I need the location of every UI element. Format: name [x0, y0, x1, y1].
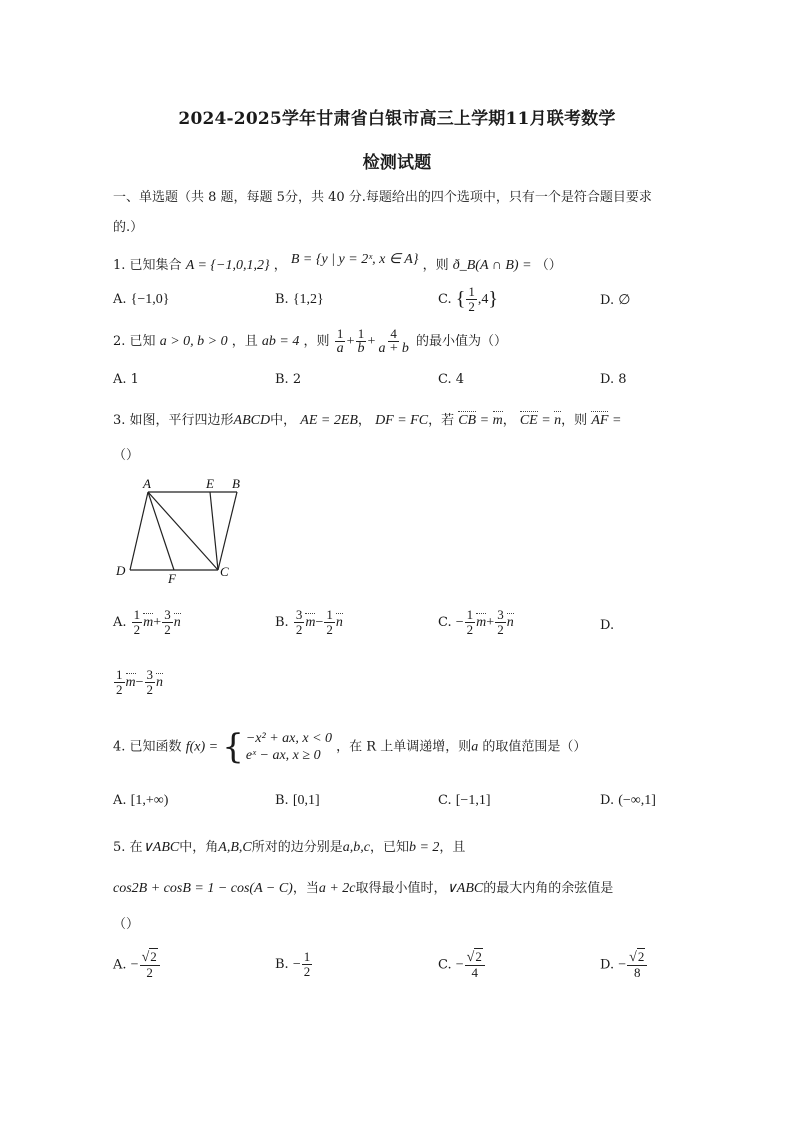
- q3-option-d[interactable]: $\frac{1}{2}$ m− $\frac{3}{2}$ n: [116, 667, 164, 697]
- vertex-F: F: [168, 571, 176, 586]
- q1-option-b-value: {1,2}: [292, 292, 324, 307]
- q4-option-c[interactable]: C. [−1,1]: [438, 793, 491, 808]
- question-3: 3. 如图，平行四边形ABCD中， AE = 2EB， DF = FC，若 CB = m， CE = n，则 AF =: [113, 413, 622, 428]
- q1-option-c[interactable]: C. { $\frac{1}{2}$ ,4}: [438, 284, 498, 314]
- q2-option-b[interactable]: B. 2: [275, 372, 302, 387]
- q5-option-d[interactable]: D. − $\frac{√2}{8}$: [600, 950, 648, 980]
- q2-condition-2: ab = 4: [261, 334, 300, 349]
- section-heading: 一、单选题（共 8 题，每题 5分，共 40 分.每题给出的四个选项中，只有一个是符合题目要求: [113, 190, 652, 205]
- q1-option-b[interactable]: B. {1,2}: [275, 292, 324, 307]
- q1-tail: ，则: [422, 258, 453, 273]
- q5-option-c[interactable]: C. − $\frac{√2}{4}$: [438, 950, 486, 980]
- question-1: 1. 已知集合 A = {−1,0,1,2} ， B = {y | y = 2ˣ, x ∈ A} ，则 ð_B(A ∩ B) = （）: [113, 252, 562, 273]
- q3-cond-1: AE = 2EB: [300, 413, 358, 428]
- q1-option-a-value: {−1,0}: [130, 292, 170, 307]
- q2-condition: a > 0, b > 0: [159, 334, 228, 349]
- q3-option-b[interactable]: B. $\frac{3}{2}$ m− $\frac{1}{2}$ n: [275, 607, 343, 637]
- q3-option-c[interactable]: C. − $\frac{1}{2}$ m+ $\frac{3}{2}$ n: [438, 607, 514, 637]
- exam-subtitle: 检测试题: [362, 153, 432, 173]
- q3-paren: （）: [113, 448, 140, 463]
- q5-option-b[interactable]: B. − $\frac{1}{2}$: [275, 949, 311, 979]
- q4-case-2: eˣ − ax, x ≥ 0: [245, 748, 321, 763]
- q1-set-a: A = {−1,0,1,2}: [185, 258, 270, 273]
- section-heading-cont: 的.）: [113, 220, 144, 235]
- q2-frac-1: $\frac{1}{a}$: [336, 326, 344, 356]
- q1-set-b: B = {y | y = 2ˣ, x ∈ A}: [290, 252, 419, 267]
- vertex-D: D: [116, 563, 126, 578]
- q2-frac-2: $\frac{1}{b}$: [357, 326, 365, 356]
- question-5: 5. 在∨ABC中，角A,B,C所对的边分别是a,b,c，已知b = 2，且: [113, 840, 466, 855]
- q1-prefix: 1. 已知集合: [113, 258, 182, 273]
- q3-cond-2: DF = FC: [375, 413, 429, 428]
- question-5-cont: cos2B + cosB = 1 − cos(A − C)，当a + 2c取得最小值时，∨ABC的最大内角的余弦值是: [113, 881, 614, 896]
- q5-paren: （）: [113, 917, 140, 932]
- q3-option-a[interactable]: A. $\frac{1}{2}$ m+ $\frac{3}{2}$ n: [113, 607, 181, 637]
- q1-option-d-value: ∅: [618, 293, 631, 308]
- q5-option-a[interactable]: A. − $\frac{√2}{2}$: [113, 950, 161, 980]
- q2-option-c[interactable]: C. 4: [438, 372, 465, 387]
- q4-option-b[interactable]: B. [0,1]: [275, 793, 320, 808]
- q2-option-d[interactable]: D. 8: [600, 372, 627, 387]
- q3-option-d-label[interactable]: D.: [600, 618, 615, 633]
- q2-frac-3: $\frac{4}{a + b}$: [378, 326, 409, 356]
- vertex-E: E: [206, 476, 214, 491]
- q4-option-a[interactable]: A. [1,+∞): [113, 793, 169, 808]
- q1-paren: （）: [535, 258, 562, 273]
- question-2: 2. 已知 a > 0, b > 0 ，且 ab = 4 ，则 $\frac{1}{a}$ + $\frac{1}{b}$ + $\frac{4}{a + b}$ 的最小值为（）: [113, 326, 508, 356]
- vertex-B: B: [232, 476, 240, 491]
- q4-fx: f(x) =: [185, 739, 219, 755]
- q1-expr: ð_B(A ∩ B) =: [452, 258, 532, 273]
- vertex-C: C: [220, 564, 229, 579]
- q2-option-a[interactable]: A. 1: [113, 372, 139, 387]
- parallelogram-figure: [110, 476, 250, 586]
- q1-option-d[interactable]: D. ∅: [600, 293, 631, 308]
- question-4: 4. 已知函数 f(x) = { −x² + ax, x < 0 eˣ − ax, x ≥ 0 ，在 R 上单调递增，则a 的取值范围是（）: [113, 727, 587, 767]
- vertex-A: A: [143, 476, 151, 491]
- q4-case-1: −x² + ax, x < 0: [245, 731, 333, 746]
- q1-option-a[interactable]: A. {−1,0}: [113, 292, 170, 307]
- q4-option-d[interactable]: D. (−∞,1]: [600, 793, 656, 808]
- q5-equation: cos2B + cosB = 1 − cos(A − C): [113, 881, 293, 896]
- exam-title: 2024-2025学年甘肃省白银市高三上学期11月联考数学: [178, 109, 616, 129]
